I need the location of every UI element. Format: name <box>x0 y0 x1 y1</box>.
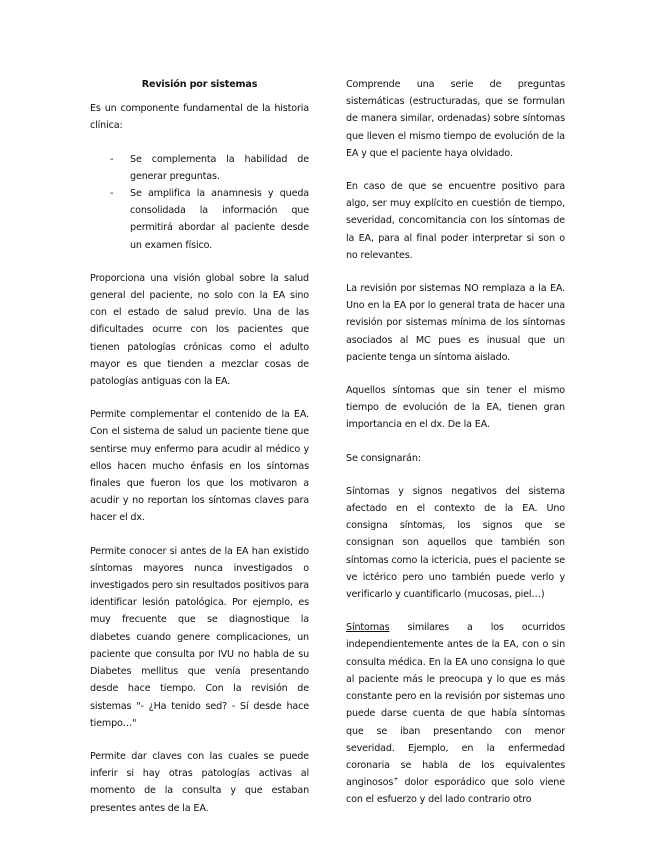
paragraph: Permite dar claves con las cuales se puede inferir si hay otras patologías activas al momento de la consulta y que estaban presentes antes de la EA. <box>90 750 309 814</box>
paragraph: Aquellos síntomas que sin tener el mismo tiempo de evolución de la EA, tienen gran importancia en el dx. De la EA. <box>346 385 565 431</box>
paragraph: Proporciona una visión global sobre la salud general del paciente, no solo con la EA sino con el estado de salud previo. Una de las dificultades ocurre con los pacientes que tienen patologías crónicas como el adulto mayor es que tienden a mezclar cosas de patologías antiguas con la EA. <box>90 272 309 388</box>
intro-paragraph: Es un componente fundamental de la historia clínica: <box>90 103 309 132</box>
paragraph: Se consignarán: <box>346 452 421 464</box>
paragraph-text: dolor esporádico que solo viene con el esfuerzo y del lado contrario otro <box>346 777 565 806</box>
paragraph-last <box>346 619 565 808</box>
left-column <box>90 76 309 833</box>
underlined-term: Síntomas <box>346 622 390 634</box>
paragraph: La revisión por sistemas NO remplaza a la EA. Uno en la EA por lo general trata de hacer una revisión por sistemas mínima de los síntomas asociados al MC pues es inusual que un paciente tenga un síntoma aislado. <box>346 283 565 363</box>
bullet-dash: - <box>110 153 114 165</box>
superscript-mark: + <box>393 774 399 783</box>
paragraph: Permite complementar el contenido de la EA. Con el sistema de salud un paciente tiene que sentirse muy enfermo para acudir al médico y ellos hacen mucho énfasis en los síntomas finales que fueron los que los motivaron a acudir y no reportan los síntomas claves para hacer el dx. <box>90 409 309 524</box>
paragraph: En caso de que se encuentre positivo para algo, ser muy explícito en cuestión de tiempo, severidad, concomitancia con los síntomas de la EA, para al final poder interpretar si son o no relevantes. <box>346 181 565 261</box>
bullet-text: Se complementa la habilidad de generar preguntas. <box>130 153 309 182</box>
paragraph: Comprende una serie de preguntas sistemáticas (estructuradas, que se formulan de manera similar, ordenadas) sobre síntomas que lleven el mismo tiempo de evolución de la EA y que el paciente haya olvidado. <box>346 79 565 159</box>
paragraph: Síntomas y signos negativos del sistema afectado en el contexto de la EA. Uno consigna síntomas, los signos que se consignan son aquellos que también son síntomas como la ictericia, pues el paciente se ve ictérico pero uno también puede verlo y verificarlo y cuantificarlo (mucosas, piel…) <box>346 485 565 601</box>
right-column <box>346 76 565 825</box>
section-title: Revisión por sistemas <box>141 79 258 90</box>
bullet-list <box>90 151 309 254</box>
bullet-item <box>90 185 309 254</box>
paragraph: Permite conocer si antes de la EA han existido síntomas mayores nunca investigados o investigados pero sin resultados positivos para identificar lesión patológica. Por ejemplo, es muy frecuente que se diagnostique la diabetes cuando genere complicaciones, un paciente que consulta por IVU no habla de su Diabetes mellitus que venía presentando desde hace tiempo. Con la revisión de sistemas "- ¿Ha tenido sed? - Sí desde hace tiempo…" <box>90 545 309 729</box>
paragraph-text: similares a los ocurridos independientemente antes de la EA, con o sin consulta médica. En la EA uno consigna lo que al paciente más le preocupa y lo que es más constante pero en la revisión por sistemas uno puede darse cuenta de que había síntomas que se iban presentando con menor severidad. Ejemplo, en la enfermedad coronaria se habla de los equivalentes anginosos <box>346 622 565 789</box>
bullet-dash: - <box>110 188 114 200</box>
bullet-item <box>90 151 309 185</box>
bullet-text: Se amplifica la anamnesis y queda consolidada la información que permitirá abordar al paciente desde un examen físico. <box>130 188 309 251</box>
